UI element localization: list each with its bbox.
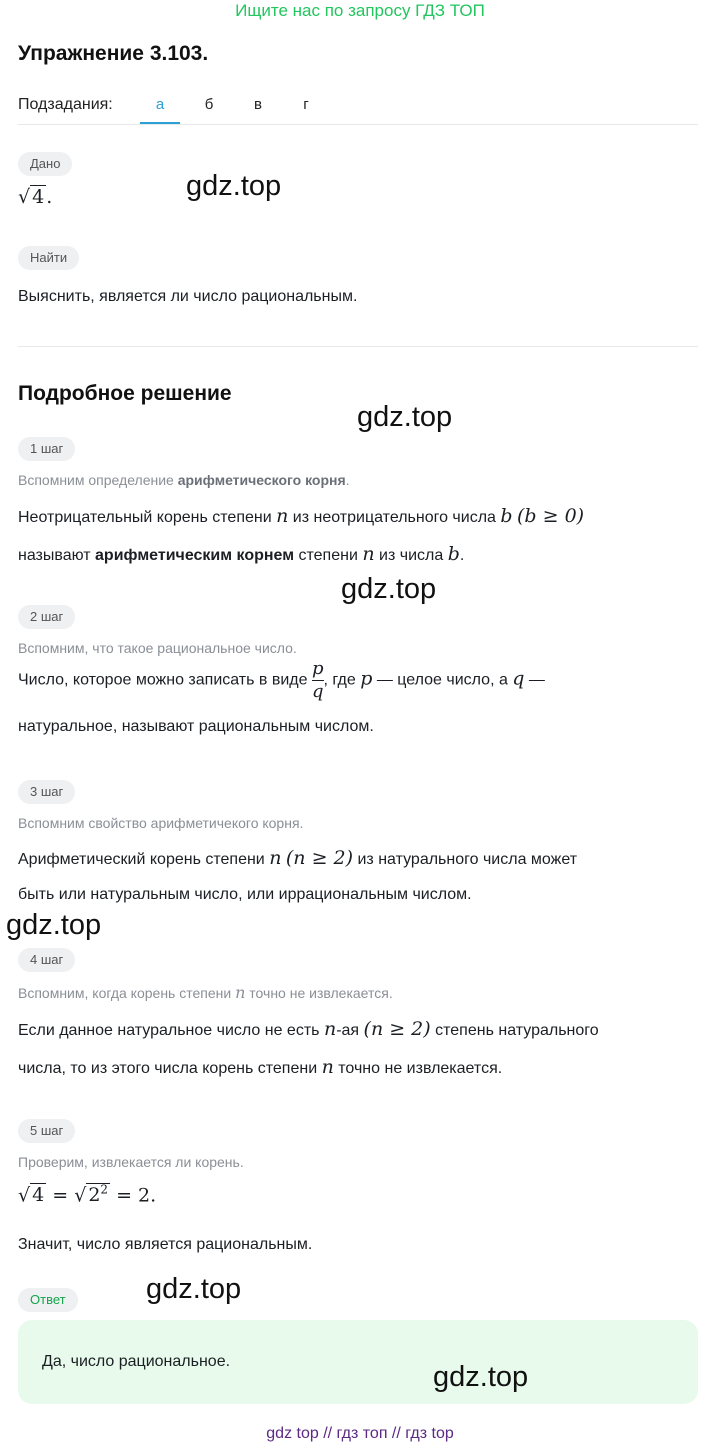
watermark: gdz.top <box>186 170 282 202</box>
step-5-equation: √ 4 = √ $2^2 = 2$. <box>18 1183 157 1207</box>
active-tab-indicator <box>140 122 180 124</box>
given-end: . <box>46 186 53 208</box>
find-badge: Найти <box>18 246 79 270</box>
step-5-badge: 5 шаг <box>18 1119 75 1143</box>
step-2-badge: 2 шаг <box>18 605 75 629</box>
section-divider <box>18 346 698 347</box>
search-banner: Ищите нас по запросу ГДЗ ТОП <box>235 1 485 20</box>
step-3-line-2: быть или натуральным число, или иррациональным числом. <box>18 886 472 903</box>
step-2-line-1: Число, которое можно записать в виде $\frac{p}{q}$ , где p — целое число, а q — <box>18 658 545 702</box>
given-expression <box>18 186 52 208</box>
sqrt-icon: √ <box>18 186 31 208</box>
fraction-p-over-q: $\frac{p}{q}$ <box>311 658 324 702</box>
tab-v[interactable]: в <box>254 96 262 113</box>
step-4-badge: 4 шаг <box>18 948 75 972</box>
step-4-line-2: числа, то из этого числа корень степени n точно не извлекается. <box>18 1056 503 1078</box>
step-2-line-2: натуральное, называют рациональным числом. <box>18 718 374 735</box>
step-4-line-1: Если данное натуральное число не есть n-ая (n ≥ 2) степень натурального <box>18 1018 599 1040</box>
sqrt-icon: √ <box>18 1184 31 1207</box>
subtasks-label: Подзадания: <box>18 96 113 113</box>
given-badge: Дано <box>18 152 72 176</box>
page-title: Упражнение 3.103. <box>18 42 209 65</box>
tab-a[interactable]: а <box>155 96 165 113</box>
watermark: gdz.top <box>146 1273 242 1305</box>
tab-g[interactable]: г <box>303 96 309 113</box>
watermark: gdz.top <box>357 401 453 433</box>
given-radicand: 4 <box>32 186 45 208</box>
footer-links[interactable]: gdz top // гдз топ // гдз top <box>266 1425 454 1442</box>
tab-b[interactable]: б <box>204 96 214 113</box>
step-5-hint: Проверим, извлекается ли корень. <box>18 1154 244 1170</box>
watermark: gdz.top <box>6 909 102 941</box>
step-1-line-1: Неотрицательный корень степени n из неотрицательного числа b (b ≥ 0) <box>18 505 585 527</box>
watermark: gdz.top <box>341 573 437 605</box>
step-1-line-2: называют арифметическим корнем степени n из числа b. <box>18 543 465 565</box>
find-text: Выяснить, является ли число рациональным. <box>18 288 358 305</box>
step-3-badge: 3 шаг <box>18 780 75 804</box>
sqrt-icon: √ <box>74 1184 87 1207</box>
tabs-divider <box>18 124 698 125</box>
step-5-conclusion: Значит, число является рациональным. <box>18 1236 313 1253</box>
watermark: gdz.top <box>433 1361 529 1393</box>
answer-text: Да, число рациональное. <box>42 1353 231 1370</box>
step-3-line-1: Арифметический корень степени n (n ≥ 2) из натурального числа может <box>18 847 578 869</box>
step-1-hint: Вспомним определение арифметического корня. <box>18 472 350 488</box>
solution-title: Подробное решение <box>18 382 232 405</box>
step-1-badge: 1 шаг <box>18 437 75 461</box>
answer-badge: Ответ <box>18 1288 78 1312</box>
step-4-hint: Вспомним, когда корень степени n точно не извлекается. <box>18 983 393 1002</box>
step-3-hint: Вспомним свойство арифметичекого корня. <box>18 815 304 831</box>
step-2-hint: Вспомним, что такое рациональное число. <box>18 640 297 656</box>
